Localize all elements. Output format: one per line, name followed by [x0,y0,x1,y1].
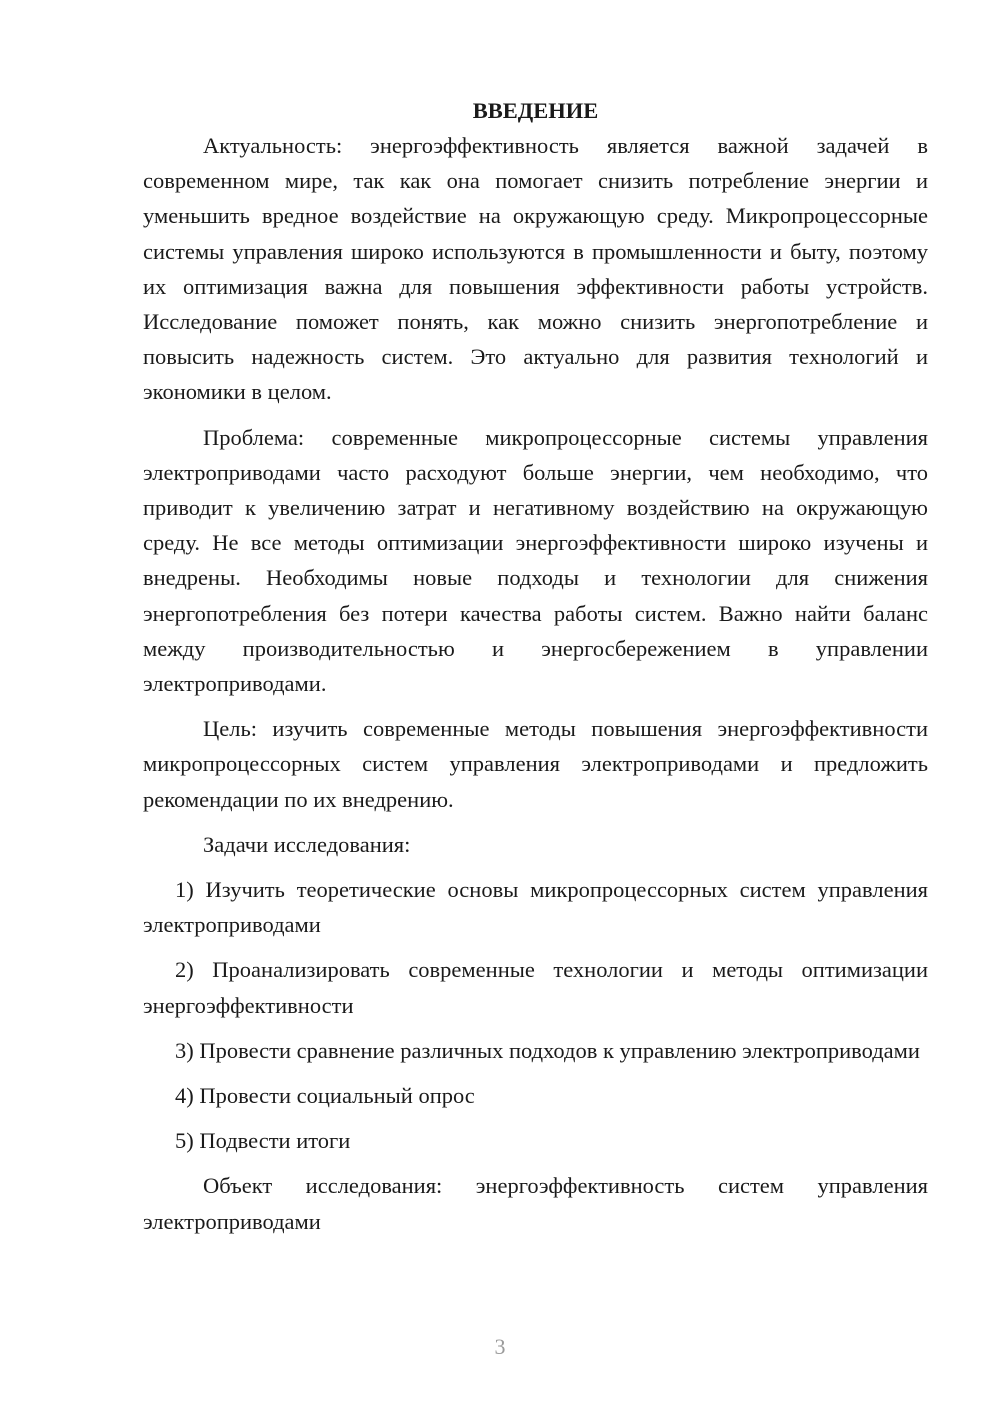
paragraph-relevance: Актуальность: энергоэффективность является важной задачей в современном мире, так как она помогает снизить потребление энергии и уменьшить вредное воздействие на окружающую среду. Микропроцессорные системы управления широко используются в промышленности и быту, поэтому их оптимизация важна для повышения эффективности работы устройств. Исследование поможет понять, как можно снизить энергопотребление и повысить надежность систем. Это актуально для развития технологий и экономики в целом. [143,133,928,405]
paragraph-object: Объект исследования: энергоэффективность систем управления электроприводами [143,1173,928,1234]
task-item: 3) Провести сравнение различных подходов к управлению электроприводами [175,1037,920,1063]
task-item: 1) Изучить теоретические основы микропроцессорных систем управления электроприводами [143,877,928,938]
page-number: 3 [494,1334,506,1359]
section-heading: ВВЕДЕНИЕ [472,98,599,123]
document-body [143,93,928,1249]
paragraph-problem: Проблема: современные микропроцессорные системы управления электроприводами часто расходуют больше энергии, чем необходимо, что приводит к увеличению затрат и негативному воздействию на окружающую среду. Не все методы оптимизации энергоэффективности широко изучены и внедрены. Необходимы новые подходы и технологии для снижения энергопотребления без потери качества работы систем. Важно найти баланс между производительностью и энергосбережением в управлении электроприводами. [143,424,928,697]
task-item: 2) Проанализировать современные технологии и методы оптимизации энергоэффективности [143,957,928,1018]
task-item: 4) Провести социальный опрос [175,1083,475,1109]
paragraph-tasks-intro: Задачи исследования: [203,831,411,857]
paragraph-goal: Цель: изучить современные методы повышения энергоэффективности микропроцессорных систем управления электроприводами и предложить рекомендации по их внедрению. [143,716,928,812]
task-item: 5) Подвести итоги [175,1128,351,1154]
